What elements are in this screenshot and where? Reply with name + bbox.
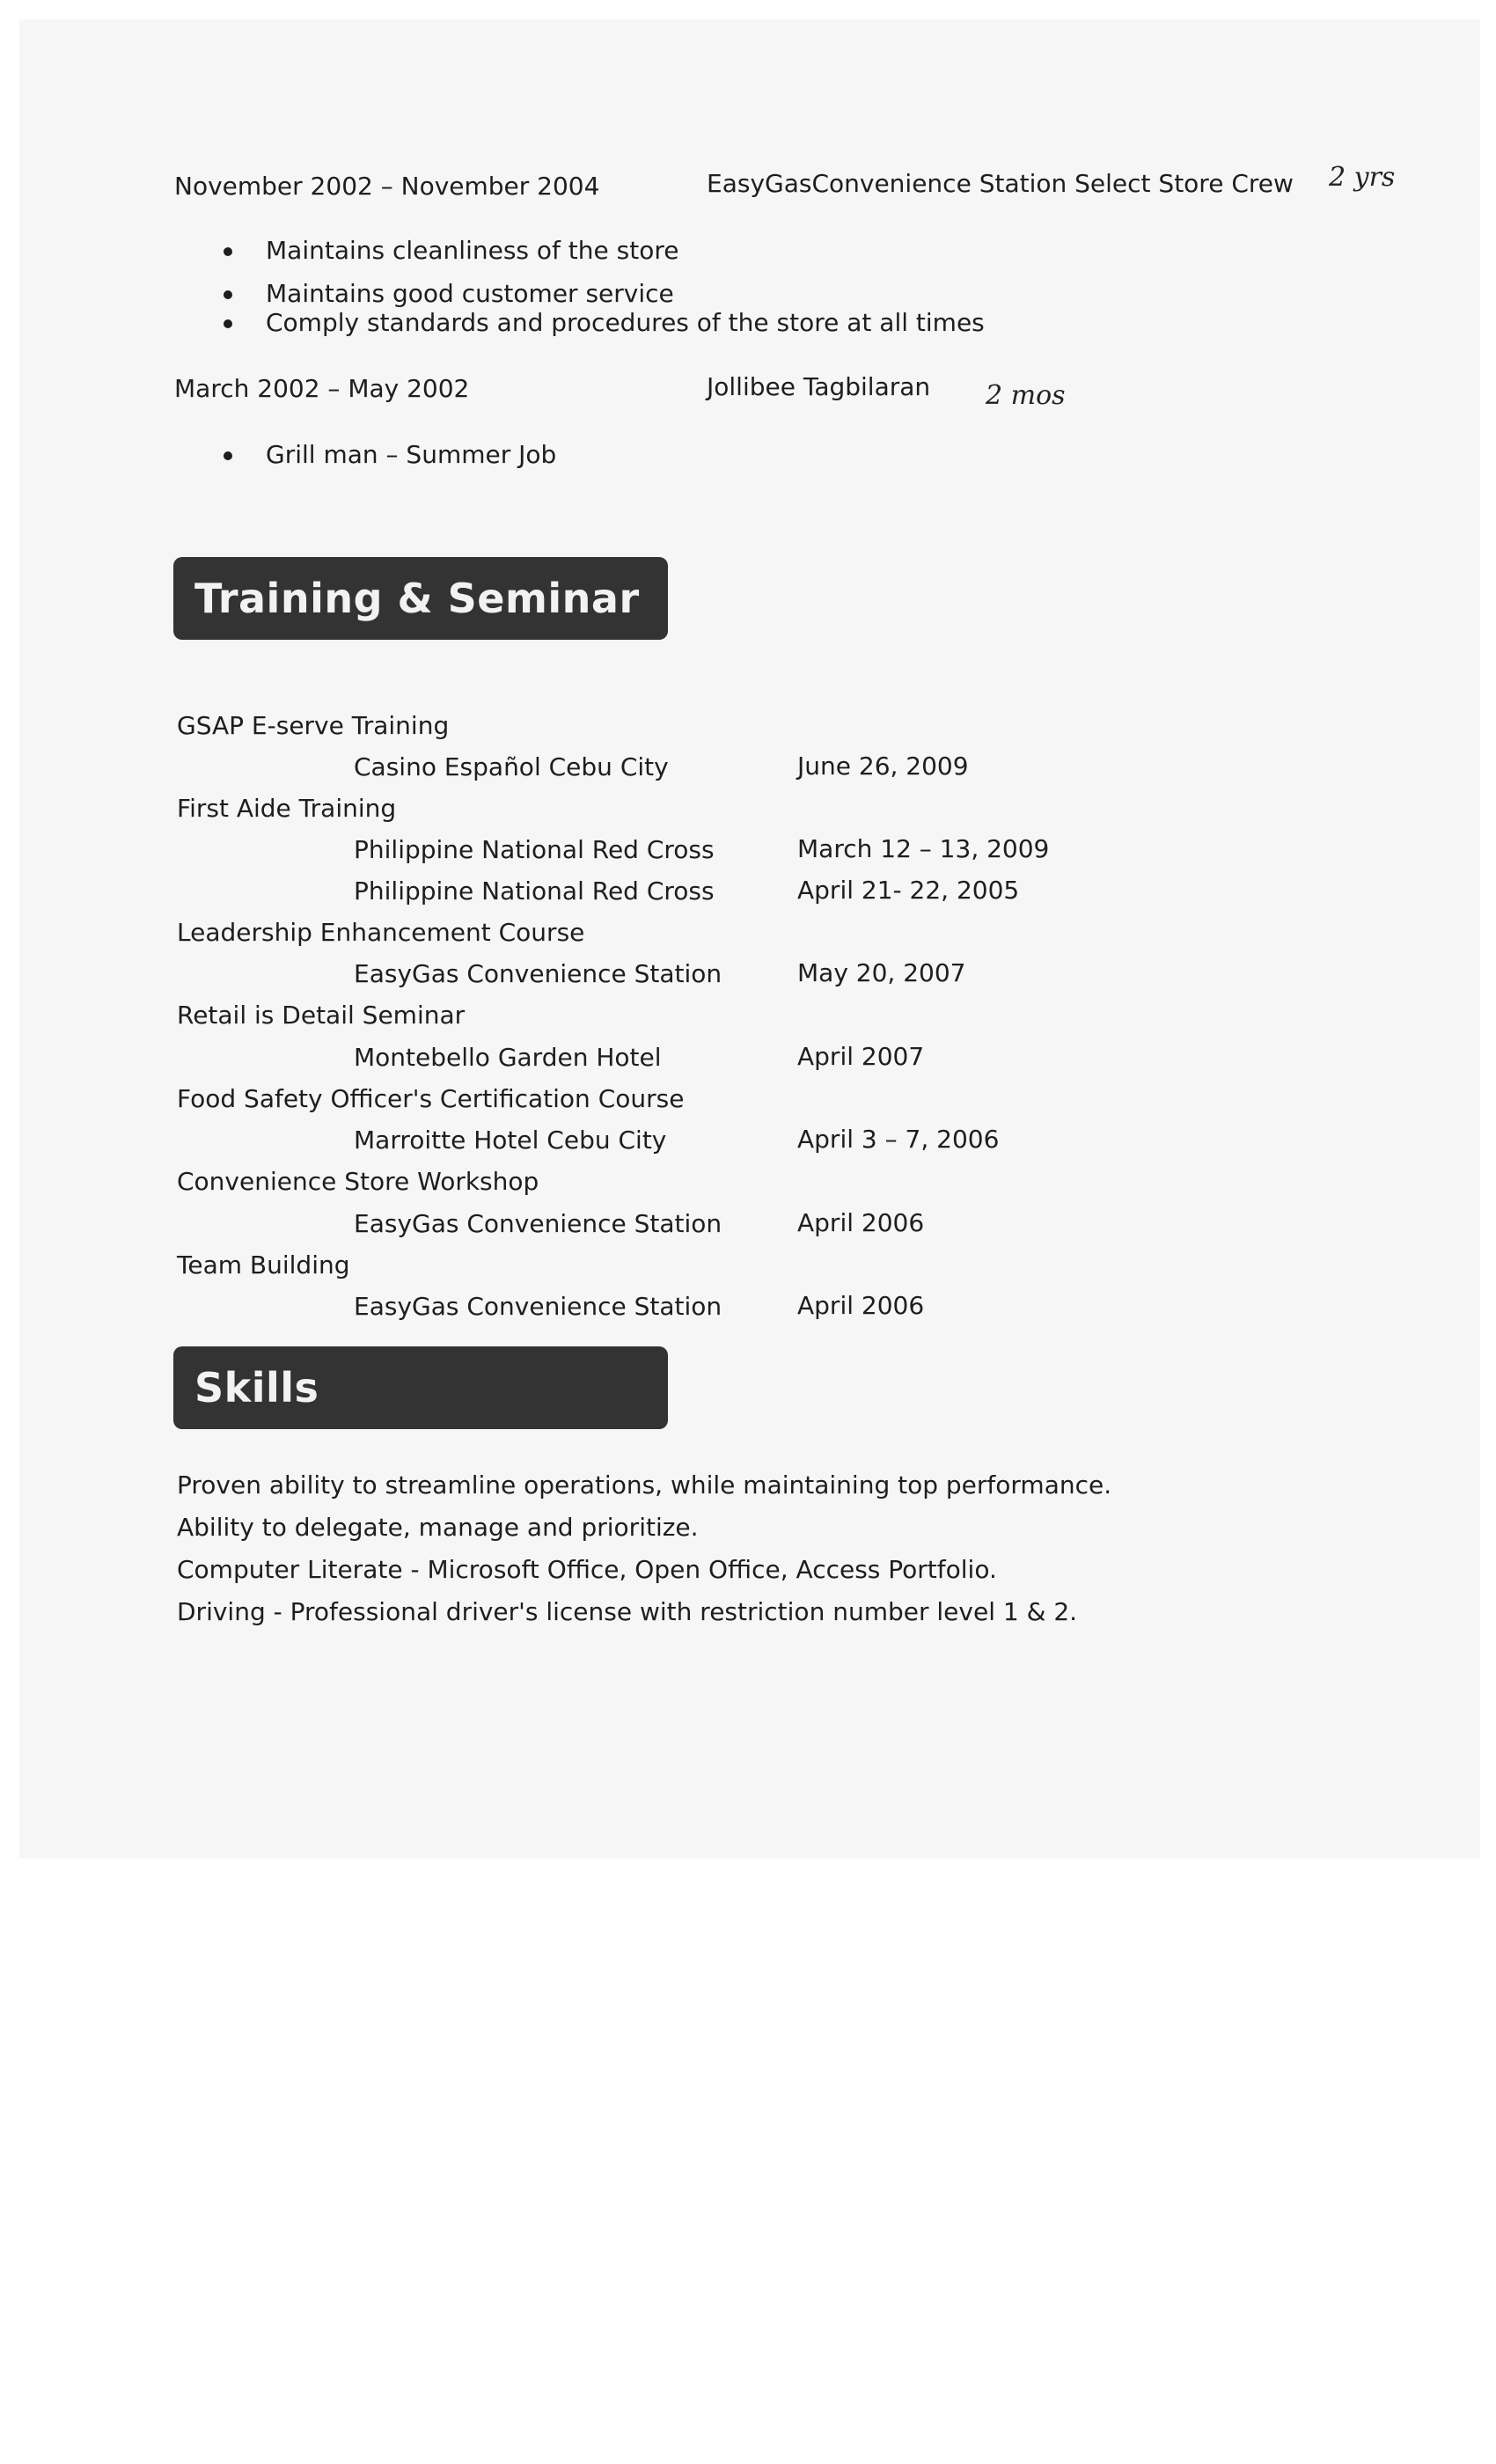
- skill-item: Driving - Professional driver's license with restriction number level 1 & 2.: [177, 1597, 1078, 1626]
- job-duties: [218, 440, 556, 469]
- skill-item: Computer Literate - Microsoft Office, Open Office, Access Portfolio.: [177, 1555, 997, 1584]
- training-title: Food Safety Officer's Certification Course: [177, 1084, 685, 1113]
- training-date: March 12 – 13, 2009: [797, 834, 1050, 863]
- training-title: GSAP E-serve Training: [177, 711, 450, 740]
- handwritten-note: 2 mos: [986, 380, 1066, 411]
- training-venue: EasyGas Convenience Station: [354, 1209, 722, 1238]
- job-period: November 2002 – November 2004: [174, 172, 600, 201]
- training-venue: EasyGas Convenience Station: [354, 959, 722, 988]
- training-venue: Montebello Garden Hotel: [354, 1043, 662, 1072]
- training-date: April 3 – 7, 2006: [797, 1125, 1000, 1154]
- training-title: Team Building: [177, 1250, 350, 1280]
- skill-item: Proven ability to streamline operations, while maintaining top performance.: [177, 1470, 1112, 1500]
- list-item: Grill man – Summer Job: [218, 440, 556, 469]
- training-title: Leadership Enhancement Course: [177, 918, 585, 947]
- training-date: June 26, 2009: [797, 752, 969, 781]
- training-date: April 21- 22, 2005: [797, 876, 1020, 905]
- training-venue: Marroitte Hotel Cebu City: [354, 1126, 667, 1155]
- training-date: April 2007: [797, 1042, 925, 1071]
- job-employer: EasyGasConvenience Station Select Store Crew: [707, 169, 1294, 198]
- job-duties: [218, 236, 985, 337]
- list-item: Maintains good customer service: [218, 279, 985, 308]
- list-item: Maintains cleanliness of the store: [218, 236, 985, 265]
- training-date: May 20, 2007: [797, 958, 966, 987]
- training-title: Retail is Detail Seminar: [177, 1001, 466, 1030]
- training-date: April 2006: [797, 1208, 925, 1237]
- training-title: Convenience Store Workshop: [177, 1167, 539, 1196]
- training-venue: Casino Español Cebu City: [354, 752, 669, 781]
- job-period: March 2002 – May 2002: [174, 374, 470, 403]
- skill-item: Ability to delegate, manage and prioritize.: [177, 1513, 699, 1542]
- section-heading-training: Training & Seminar: [173, 557, 668, 640]
- list-item: Comply standards and procedures of the store at all times: [218, 308, 985, 337]
- training-venue: EasyGas Convenience Station: [354, 1292, 722, 1321]
- training-venue: Philippine National Red Cross: [354, 876, 715, 906]
- training-title: First Aide Training: [177, 794, 397, 823]
- training-date: April 2006: [797, 1291, 925, 1320]
- handwritten-note: 2 yrs: [1329, 162, 1396, 193]
- job-employer: Jollibee Tagbilaran: [707, 372, 931, 401]
- training-venue: Philippine National Red Cross: [354, 835, 715, 864]
- section-heading-skills: Skills: [173, 1346, 668, 1429]
